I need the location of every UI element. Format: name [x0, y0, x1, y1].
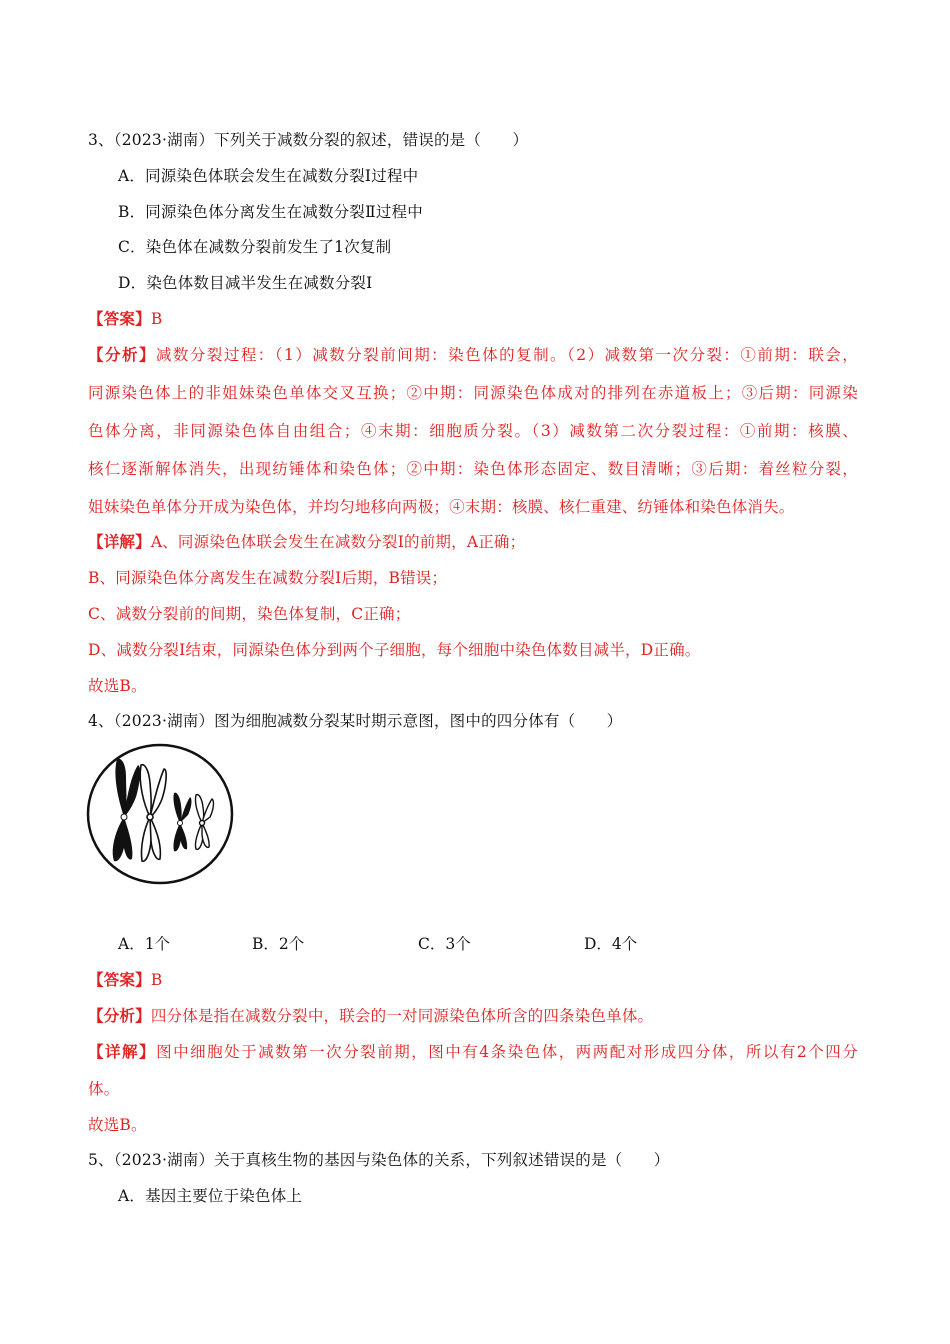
q3-answer-tag: 【答案】 [88, 309, 151, 328]
q5-stem: 5、（2023·湖南）关于真核生物的基因与染色体的关系，下列叙述错误的是（ ） [88, 1151, 670, 1169]
q4-analysis-text: 四分体是指在减数分裂中，联会的一对同源染色体所含的四条染色单体。 [150, 1007, 654, 1025]
q4-detail-tag: 【详解】 [88, 1042, 157, 1061]
chromosome-large-solid [113, 759, 140, 862]
q3-detail-line-2: B、同源染色体分离发生在减数分裂Ⅰ后期，B错误； [88, 569, 448, 587]
q4-detail-line-1 [88, 1042, 858, 1062]
q4-answer-value: B [150, 971, 163, 989]
chromosome-large-outline [140, 765, 166, 862]
q3-conclusion: 故选B。 [88, 677, 147, 695]
chromosome-small-solid [173, 793, 191, 852]
q4-stem: 4、（2023·湖南）图为细胞减数分裂某时期示意图，图中的四分体有（ ） [88, 712, 623, 730]
q5-option-a: A．基因主要位于染色体上 [118, 1187, 303, 1205]
q4-choice-c: C．3个 [418, 935, 471, 953]
q3-answer-value: B [150, 310, 163, 328]
chromosome-small-outline [195, 795, 213, 850]
q3-analysis-line-2: 同源染色体上的非姐妹染色单体交叉互换；②中期：同源染色体成对的排列在赤道板上；③后期：同源染 [88, 384, 858, 402]
q4-detail-text-1: 图中细胞处于减数第一次分裂前期，图中有4条染色体，两两配对形成四分体，所以有2个四分 [156, 1043, 858, 1061]
q3-analysis-line-3: 色体分离，非同源染色体自由组合；④末期：细胞质分裂。（3）减数第二次分裂过程：①前期：核膜、 [88, 422, 858, 440]
q4-detail-line-2: 体。 [88, 1080, 120, 1098]
q3-analysis-tag: 【分析】 [88, 345, 156, 364]
q4-answer-tag: 【答案】 [88, 970, 151, 989]
q4-analysis [88, 1006, 653, 1026]
q3-stem: 3、（2023·湖南）下列关于减数分裂的叙述，错误的是（ ） [88, 131, 529, 149]
q4-answer [88, 970, 162, 990]
q3-analysis-line-4: 核仁逐渐解体消失，出现纺锤体和染色体；②中期：染色体形态固定、数目清晰；③后期：着丝粒分裂， [88, 460, 858, 478]
q4-conclusion: 故选B。 [88, 1116, 147, 1134]
q4-choice-b: B．2个 [252, 935, 305, 953]
q4-choice-a: A．1个 [118, 935, 171, 953]
q3-answer [88, 309, 162, 329]
q3-analysis-line-5: 姐妹染色单体分开成为染色体，并均匀地移向两极；④末期：核膜、核仁重建、纺锤体和染色体消失。 [88, 498, 795, 516]
q3-analysis-line-1 [88, 345, 858, 365]
q4-choice-d: D．4个 [584, 935, 638, 953]
q3-detail-line-4: D、减数分裂Ⅰ结束，同源染色体分到两个子细胞，每个细胞中染色体数目减半，D正确。 [88, 641, 701, 659]
q3-detail-line-3: C、减数分裂前的间期，染色体复制，C正确； [88, 605, 411, 623]
q3-option-d: D．染色体数目减半发生在减数分裂Ⅰ [118, 274, 373, 292]
cell-meiosis-figure [86, 743, 236, 885]
q3-detail-text-1: A、同源染色体联会发生在减数分裂Ⅰ的前期，A正确； [150, 533, 526, 551]
q3-option-c: C．染色体在减数分裂前发生了1次复制 [118, 238, 392, 256]
q3-option-a: A．同源染色体联会发生在减数分裂Ⅰ过程中 [118, 167, 419, 185]
q3-analysis-text-1: 减数分裂过程：（1）减数分裂前间期：染色体的复制。（2）减数第一次分裂：①前期：联会， [155, 346, 858, 364]
q4-analysis-tag: 【分析】 [88, 1006, 151, 1025]
q3-detail-tag: 【详解】 [88, 532, 151, 551]
q3-detail-line-1 [88, 532, 525, 552]
q3-option-b: B．同源染色体分离发生在减数分裂Ⅱ过程中 [118, 203, 423, 221]
